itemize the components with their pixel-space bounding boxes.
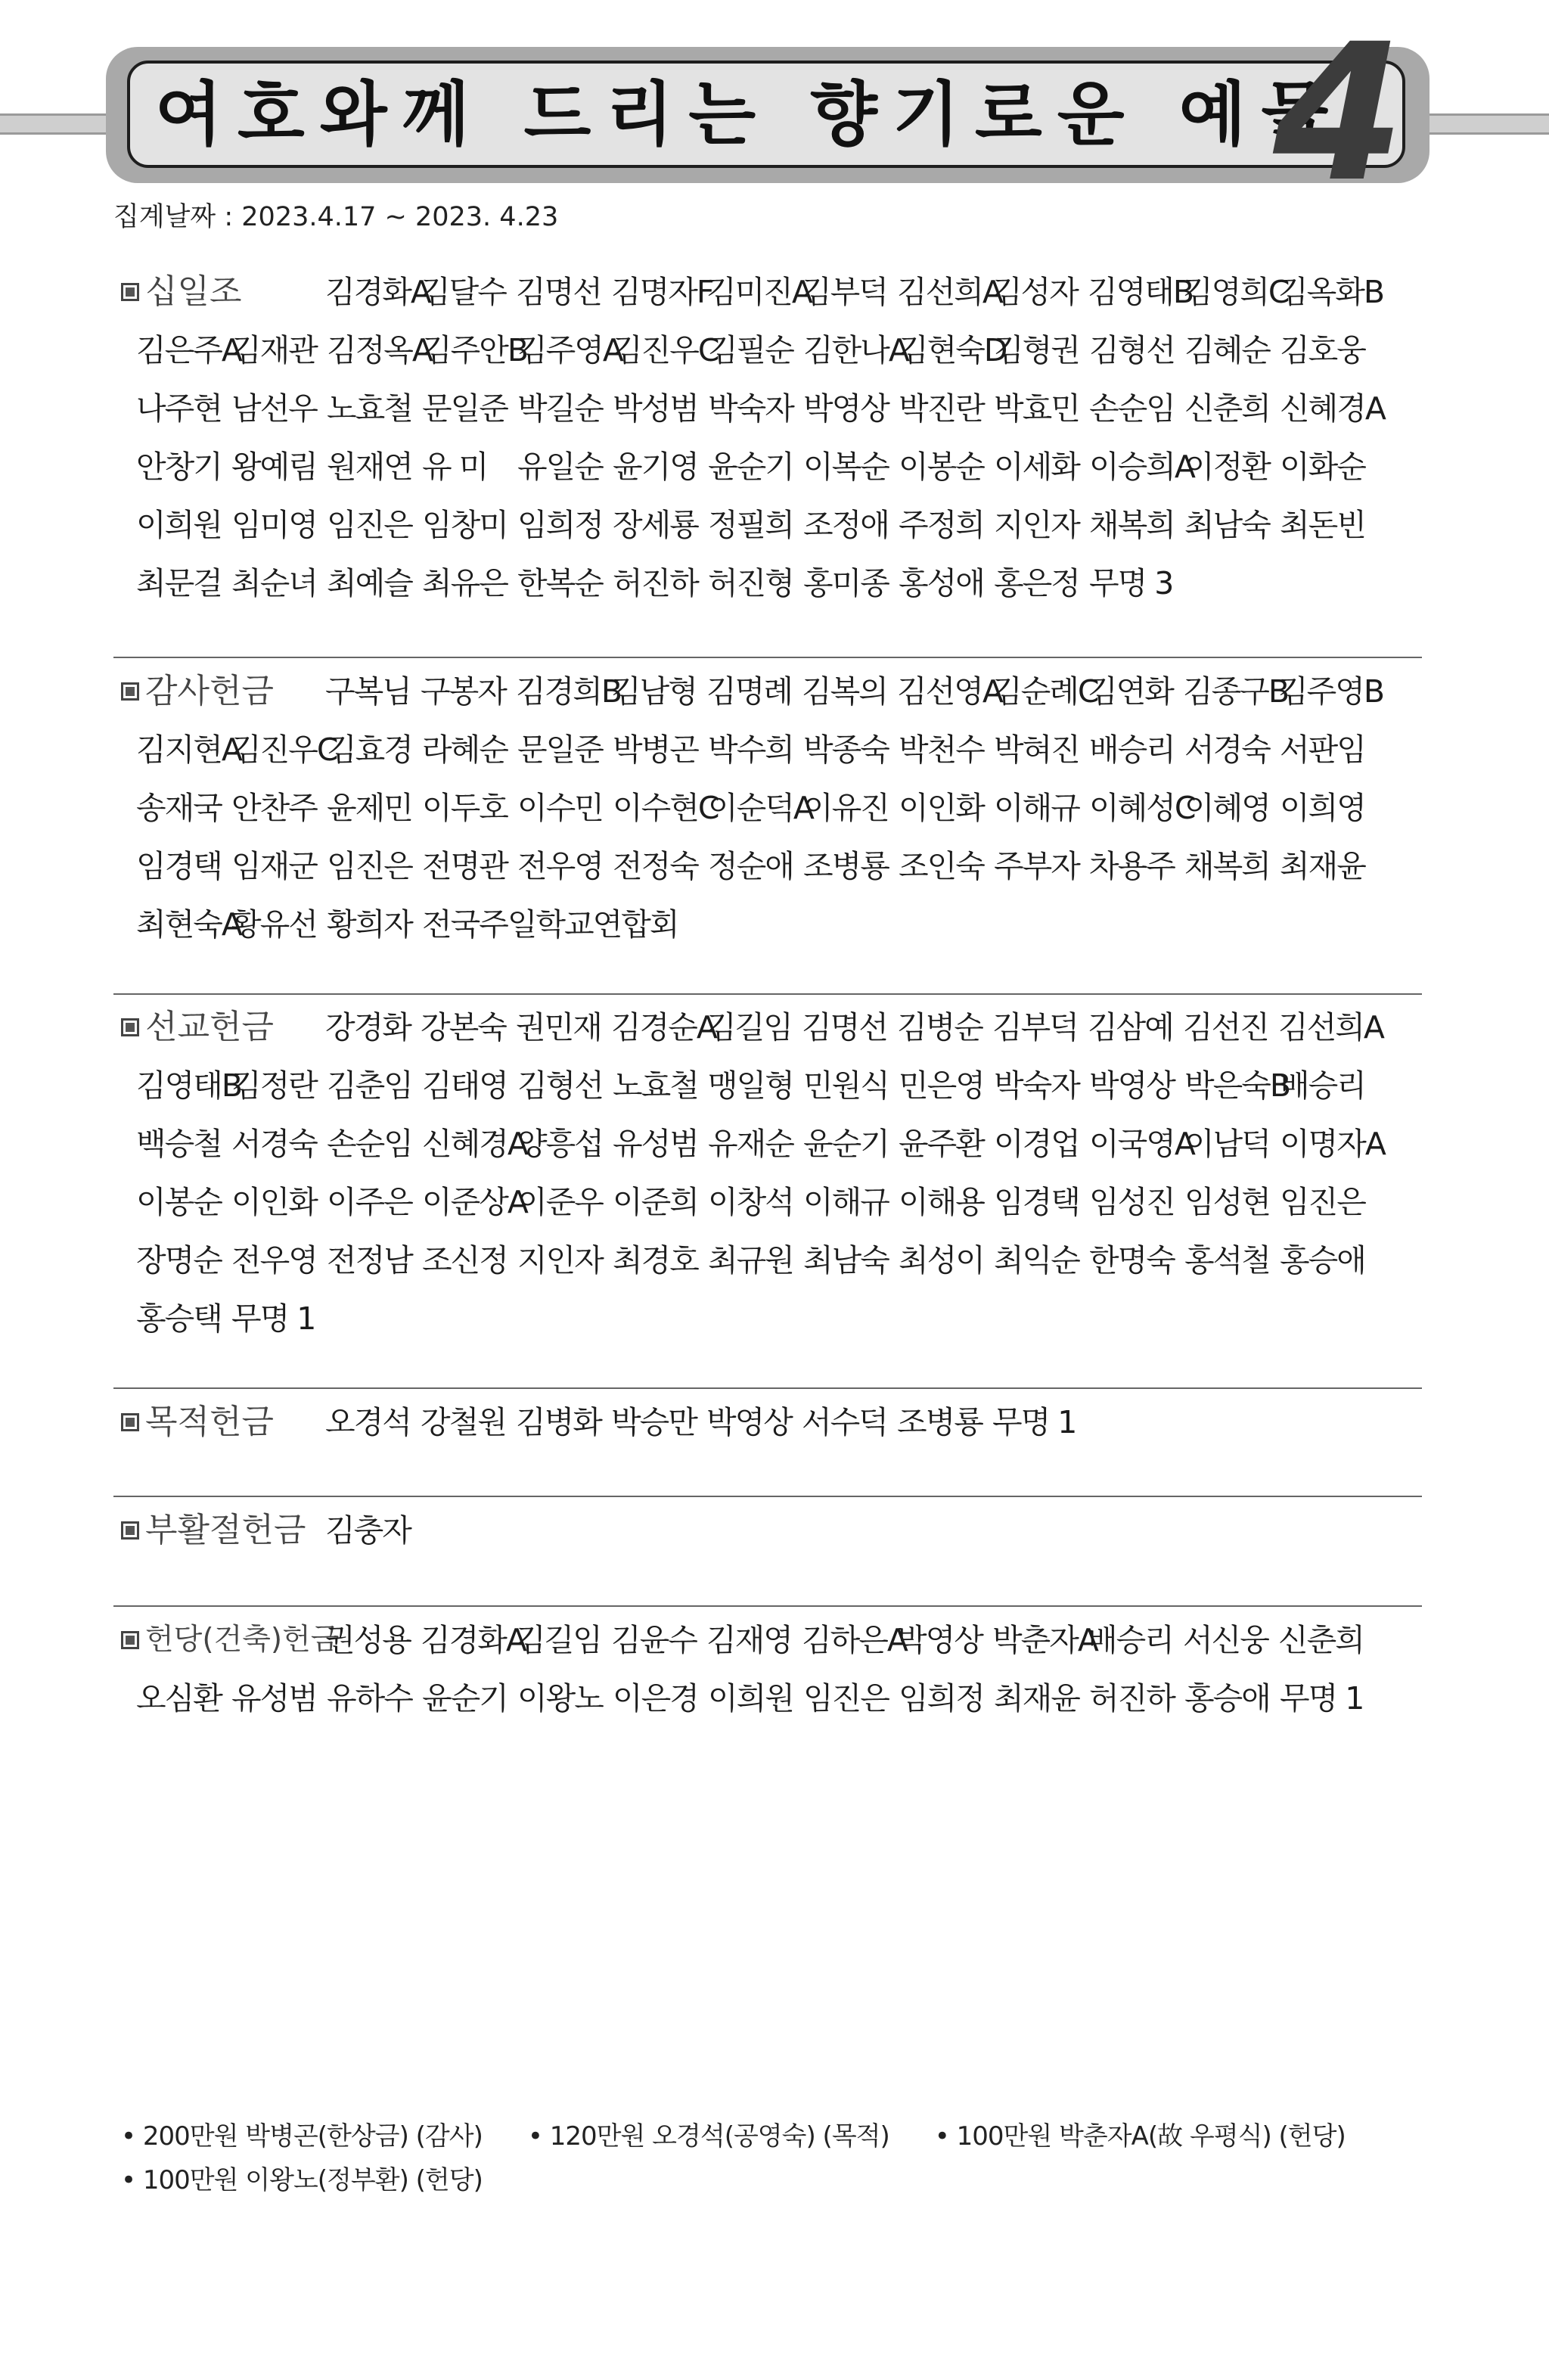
donor-name: 신춘희 [1278, 1622, 1364, 1658]
name-row [136, 779, 1422, 837]
note-row [121, 2158, 1407, 2202]
donor-name: 안창기 [136, 449, 222, 485]
donor-name: 이주은 [327, 1184, 412, 1220]
donor-name: 오경석 [325, 1404, 411, 1440]
donor-name: 라혜순 [422, 732, 508, 768]
name-row [136, 1173, 1422, 1232]
donor-name: 김미진A [706, 274, 812, 310]
donor-name: 전국주일학교연합회 [422, 906, 678, 943]
donor-name: 임성현 [1184, 1184, 1270, 1220]
donor-name: 이준우 [517, 1184, 603, 1220]
donor-name: 김태영 [422, 1067, 508, 1104]
divider [113, 993, 1422, 995]
donor-name: 김삼예 [1088, 1009, 1173, 1046]
donor-name: 조신정 [422, 1242, 508, 1279]
donor-name: 이인화 [231, 1184, 317, 1220]
donor-name: 최익순 [994, 1242, 1079, 1279]
donor-name: 이희원 [708, 1680, 793, 1717]
donor-name: 이해규 [994, 790, 1079, 826]
donor-name: 김달수 [421, 274, 506, 310]
donor-name: 황유선 [231, 906, 317, 943]
donor-name: 윤순기 [803, 1126, 889, 1162]
donor-name: 김종구B [1183, 673, 1288, 710]
donation-note: • 100만원 이왕노(정부환) (헌당) [121, 2158, 483, 2202]
donor-name: 홍승애 [1184, 1680, 1270, 1717]
donor-name: 김주영A [517, 332, 622, 368]
donor-name: 김길임 [706, 1009, 792, 1046]
donor-name: 이창석 [708, 1184, 793, 1220]
donor-name: 이준상A [422, 1184, 527, 1220]
donor-name: 최예슬 [327, 565, 412, 601]
donor-name: 장명순 [136, 1242, 222, 1279]
donor-name: 김성자 [992, 274, 1078, 310]
donor-name: 김춘임 [327, 1067, 412, 1104]
donor-name: 김현숙D [899, 332, 1007, 368]
donor-name: 왕예림 [231, 449, 317, 485]
donor-name: 최순녀 [231, 565, 317, 601]
donor-name: 김부덕 [802, 274, 887, 310]
donor-name: 이희영 [1280, 790, 1365, 826]
donor-name: 양흥섭 [517, 1126, 603, 1162]
donor-name: 주부자 [994, 848, 1079, 884]
name-row [136, 1057, 1422, 1115]
donor-name: 민은영 [899, 1067, 984, 1104]
donor-name: 배승리 [1088, 1622, 1173, 1658]
donor-name: 임희정 [899, 1680, 984, 1717]
donor-name: 신혜경A [422, 1126, 527, 1162]
donor-name: 한복순 [517, 565, 603, 601]
donor-name: 허진하 [613, 565, 698, 601]
section-label-text: 부활절헌금 [145, 1511, 306, 1549]
donor-name: 전우영 [517, 848, 603, 884]
donor-name: 나주현 [136, 390, 222, 427]
donor-name: 박숙자 [708, 390, 793, 427]
name-row [136, 896, 1422, 954]
divider [113, 1496, 1422, 1497]
donor-name: 홍성애 [899, 565, 984, 601]
donor-name: 전정숙 [613, 848, 698, 884]
donor-name: 강본숙 [421, 1009, 506, 1046]
name-list [136, 999, 1422, 1348]
donor-name: 최재윤 [994, 1680, 1079, 1717]
donor-name: 홍은정 [994, 565, 1079, 601]
donor-name: 지인자 [994, 507, 1079, 543]
donor-name: 유일순 [517, 449, 603, 485]
donor-name: 김하은A [802, 1622, 907, 1658]
donor-name: 이정환 [1184, 449, 1270, 485]
name-row [136, 999, 1422, 1057]
donor-name: 이경업 [994, 1126, 1079, 1162]
donor-name: 박혀진 [994, 732, 1079, 768]
donor-name: 이남덕 [1184, 1126, 1270, 1162]
donor-name: 이명자A [1280, 1126, 1385, 1162]
donor-name: 배승리 [1280, 1067, 1365, 1104]
name-row [136, 555, 1422, 613]
donor-name: 이인화 [899, 790, 984, 826]
donor-name: 박숙자 [994, 1067, 1079, 1104]
donor-name: 김경순A [611, 1009, 716, 1046]
name-row [136, 263, 1422, 322]
donor-name: 이수현C [613, 790, 719, 826]
donor-name: 김영희C [1183, 274, 1289, 310]
donor-name: 김경화A [325, 274, 430, 310]
donor-name: 서판임 [1280, 732, 1365, 768]
donor-name: 채복희 [1089, 507, 1175, 543]
donor-name: 맹일형 [708, 1067, 793, 1104]
donor-name: 신혜경A [1280, 390, 1385, 427]
donor-name: 김진우C [231, 732, 337, 768]
name-row [136, 1502, 1422, 1560]
donor-name: 김형선 [517, 1067, 603, 1104]
donor-name: 윤주환 [899, 1126, 984, 1162]
name-row [136, 1394, 1422, 1452]
donor-name: 김부덕 [992, 1009, 1078, 1046]
name-row [136, 438, 1422, 496]
donor-name: 홍승애 [1280, 1242, 1365, 1279]
donor-name: 김진우C [613, 332, 719, 368]
donor-name: 문일준 [422, 390, 508, 427]
donor-name: 이국영A [1089, 1126, 1194, 1162]
donor-name: 윤순기 [422, 1680, 508, 1717]
donor-name: 서경숙 [231, 1126, 317, 1162]
donor-name: 임창미 [422, 507, 508, 543]
donor-name: 박영상 [803, 390, 889, 427]
period-text: 집계날짜 : 2023.4.17 ~ 2023. 4.23 [113, 202, 559, 232]
donor-name: 윤순기 [708, 449, 793, 485]
donor-name: 김충자 [325, 1512, 411, 1549]
donor-name: 지인자 [517, 1242, 603, 1279]
donor-name: 서수덕 [802, 1404, 887, 1440]
donor-name: 임진은 [327, 848, 412, 884]
name-row [136, 496, 1422, 555]
donor-name: 권성용 [325, 1622, 411, 1658]
donor-name: 김효경 [327, 732, 412, 768]
donor-name: 김선진 [1183, 1009, 1268, 1046]
name-list [136, 1502, 1422, 1560]
donor-name: 박춘자A [992, 1622, 1097, 1658]
donor-name: 최문걸 [136, 565, 222, 601]
donor-name: 장세룡 [613, 507, 698, 543]
page-title: 여호와께 드리는 향기로운 예물 [155, 74, 1344, 155]
donor-name: 주정희 [899, 507, 984, 543]
donor-name: 유재순 [708, 1126, 793, 1162]
donor-name: 강경화 [325, 1009, 411, 1046]
name-list [136, 263, 1422, 613]
donor-name: 이봉순 [899, 449, 984, 485]
donation-note: • 100만원 박춘자A(故 우평식) (헌당) [935, 2114, 1346, 2158]
donor-name: 이혜영 [1184, 790, 1270, 826]
donor-name: 김명선 [802, 1009, 887, 1046]
donor-name: 이해용 [899, 1184, 984, 1220]
donor-name: 김명례 [706, 673, 792, 710]
donor-name: 안찬주 [231, 790, 317, 826]
donor-name: 이해규 [803, 1184, 889, 1220]
note-row [121, 2114, 1407, 2158]
section-label-text: 십일조 [145, 272, 242, 311]
donor-name: 허진형 [708, 565, 793, 601]
donor-name: 김선영A [897, 673, 1002, 710]
divider [113, 1605, 1422, 1607]
donor-name: 최유은 [422, 565, 508, 601]
name-row [136, 663, 1422, 721]
name-row [136, 1290, 1422, 1348]
donor-name: 최현숙A [136, 906, 241, 943]
donor-name: 백승철 [136, 1126, 222, 1162]
donor-name: 유하수 [327, 1680, 412, 1717]
donor-name: 김명자F [611, 274, 713, 310]
name-row [136, 1232, 1422, 1290]
donor-name: 정필희 [708, 507, 793, 543]
donor-name: 전우영 [231, 1242, 317, 1279]
donor-name: 홍석철 [1184, 1242, 1270, 1279]
donor-name: 김필순 [708, 332, 793, 368]
donor-name: 오심환 [136, 1680, 222, 1717]
donor-name: 이순덕A [708, 790, 813, 826]
donor-name: 이수민 [517, 790, 603, 826]
donor-name: 남선우 [231, 390, 317, 427]
donor-name: 김한나A [803, 332, 908, 368]
divider [113, 657, 1422, 658]
name-list [136, 663, 1422, 954]
donor-name: 송재국 [136, 790, 222, 826]
donor-name: 무명 1 [231, 1300, 315, 1337]
name-row [136, 1115, 1422, 1173]
donor-name: 이두호 [422, 790, 508, 826]
donor-name: 김형권 [994, 332, 1079, 368]
name-list [136, 1394, 1422, 1452]
donor-name: 구봉자 [421, 673, 506, 710]
donor-name: 임경택 [136, 848, 222, 884]
donor-name: 이왕노 [517, 1680, 603, 1717]
donor-name: 민원식 [803, 1067, 889, 1104]
donor-name: 권민재 [516, 1009, 601, 1046]
donor-name: 김은주A [136, 332, 241, 368]
donor-name: 박영상 [706, 1404, 792, 1440]
donor-name: 서경숙 [1184, 732, 1270, 768]
donor-name: 김정란 [231, 1067, 317, 1104]
donor-name: 박종숙 [803, 732, 889, 768]
donor-name: 조병룡 [803, 848, 889, 884]
donor-name: 전정남 [327, 1242, 412, 1279]
donor-name: 이은경 [613, 1680, 698, 1717]
donor-name: 손순임 [1089, 390, 1175, 427]
donor-name: 최규원 [708, 1242, 793, 1279]
donor-name: 김순례C [992, 673, 1098, 710]
donor-name: 유성범 [613, 1126, 698, 1162]
donor-name: 최경호 [613, 1242, 698, 1279]
donor-name: 김혜순 [1184, 332, 1270, 368]
donor-name: 서신웅 [1183, 1622, 1268, 1658]
donor-name: 김길임 [516, 1622, 601, 1658]
donation-note: • 120만원 오경석(공영숙) (목적) [528, 2114, 889, 2158]
donor-name: 박은숙B [1184, 1067, 1290, 1104]
donor-name: 이혜성C [1089, 790, 1195, 826]
donor-name: 임진은 [1280, 1184, 1365, 1220]
donor-name: 차용주 [1089, 848, 1175, 884]
donor-name: 박성범 [613, 390, 698, 427]
donor-name: 조인숙 [899, 848, 984, 884]
donor-name: 손순임 [327, 1126, 412, 1162]
donor-name: 이유진 [803, 790, 889, 826]
donor-name: 임희정 [517, 507, 603, 543]
donor-name: 박영상 [1089, 1067, 1175, 1104]
donor-name: 홍승택 [136, 1300, 222, 1337]
donor-name: 원재연 [327, 449, 412, 485]
divider [113, 1387, 1422, 1389]
donor-name: 최남숙 [803, 1242, 889, 1279]
donor-name: 유성범 [231, 1680, 317, 1717]
donor-name: 노효철 [327, 390, 412, 427]
name-row [136, 721, 1422, 779]
section-label-text: 목적헌금 [145, 1403, 275, 1441]
donor-name: 김영태B [136, 1067, 241, 1104]
donor-name: 박병곤 [613, 732, 698, 768]
donor-name: 유 미 [422, 449, 488, 485]
donor-name: 김병순 [897, 1009, 982, 1046]
donor-name: 김주안B [422, 332, 527, 368]
donor-name: 임재군 [231, 848, 317, 884]
donor-name: 박승만 [611, 1404, 697, 1440]
donor-name: 김남형 [611, 673, 697, 710]
donor-name: 채복희 [1184, 848, 1270, 884]
donor-name: 정순애 [708, 848, 793, 884]
donor-name: 이복순 [803, 449, 889, 485]
donor-name: 문일준 [517, 732, 603, 768]
donor-name: 이승희A [1089, 449, 1194, 485]
donor-name: 박효민 [994, 390, 1079, 427]
donor-name: 윤제민 [327, 790, 412, 826]
donor-name: 김호웅 [1280, 332, 1365, 368]
donor-name: 김정옥A [327, 332, 432, 368]
donor-name: 김복의 [802, 673, 887, 710]
donor-name: 이준희 [613, 1184, 698, 1220]
name-row [136, 1611, 1422, 1670]
name-row [136, 1670, 1422, 1728]
donor-name: 김병화 [516, 1404, 601, 1440]
section-label-text: 헌당(건축)헌금 [145, 1623, 340, 1657]
donor-name: 김재영 [706, 1622, 792, 1658]
donor-name: 한명숙 [1089, 1242, 1175, 1279]
donor-name: 노효철 [613, 1067, 698, 1104]
donor-name: 조정애 [803, 507, 889, 543]
section-label-text: 감사헌금 [145, 672, 275, 710]
donation-note: • 200만원 박병곤(한상금) (감사) [121, 2114, 483, 2158]
donor-name: 임경택 [994, 1184, 1079, 1220]
donor-name: 이화순 [1280, 449, 1365, 485]
donor-name: 박천수 [899, 732, 984, 768]
donor-name: 박수희 [708, 732, 793, 768]
donor-name: 이희원 [136, 507, 222, 543]
donor-name: 김옥화B [1278, 274, 1383, 310]
donor-name: 이세화 [994, 449, 1079, 485]
donor-name: 김형선 [1089, 332, 1175, 368]
donor-name: 최돈빈 [1280, 507, 1365, 543]
donor-name: 김명선 [516, 274, 601, 310]
donor-name: 배승리 [1089, 732, 1175, 768]
donor-name: 허진하 [1089, 1680, 1175, 1717]
donor-name: 임진은 [327, 507, 412, 543]
donor-name: 김선희A [1278, 1009, 1383, 1046]
donor-name: 신춘희 [1184, 390, 1270, 427]
donor-name: 김경화A [421, 1622, 526, 1658]
donor-name: 김선희A [897, 274, 1002, 310]
donor-name: 박영상 [897, 1622, 982, 1658]
donor-name: 최남숙 [1184, 507, 1270, 543]
name-row [136, 322, 1422, 380]
name-list [136, 1611, 1422, 1728]
donor-name: 무명 1 [1280, 1680, 1364, 1717]
donor-name: 이봉순 [136, 1184, 222, 1220]
donor-name: 박길순 [517, 390, 603, 427]
donor-name: 김경희B [516, 673, 621, 710]
donor-name: 임미영 [231, 507, 317, 543]
donor-name: 황희자 [327, 906, 412, 943]
donor-name: 무명 1 [992, 1404, 1076, 1440]
donor-name: 박진란 [899, 390, 984, 427]
donor-name: 임진은 [803, 1680, 889, 1717]
donor-name: 김재관 [231, 332, 317, 368]
donor-name: 김영태B [1088, 274, 1193, 310]
name-row [136, 837, 1422, 896]
donor-name: 무명 3 [1089, 565, 1173, 601]
donor-name: 홍미종 [803, 565, 889, 601]
donor-name: 김연화 [1088, 673, 1173, 710]
name-row [136, 380, 1422, 438]
section-label-text: 선교헌금 [145, 1008, 275, 1046]
donor-name: 김윤수 [611, 1622, 697, 1658]
page-number: 4 [1273, 3, 1405, 223]
footnotes [121, 2114, 1407, 2202]
donor-name: 임성진 [1089, 1184, 1175, 1220]
donor-name: 윤기영 [613, 449, 698, 485]
donor-name: 조병룡 [897, 1404, 982, 1440]
donor-name: 전명관 [422, 848, 508, 884]
donor-name: 최성이 [899, 1242, 984, 1279]
donor-name: 강철원 [421, 1404, 506, 1440]
donor-name: 구복님 [325, 673, 411, 710]
donor-name: 김지현A [136, 732, 241, 768]
donor-name: 김주영B [1278, 673, 1383, 710]
donor-name: 최재윤 [1280, 848, 1365, 884]
